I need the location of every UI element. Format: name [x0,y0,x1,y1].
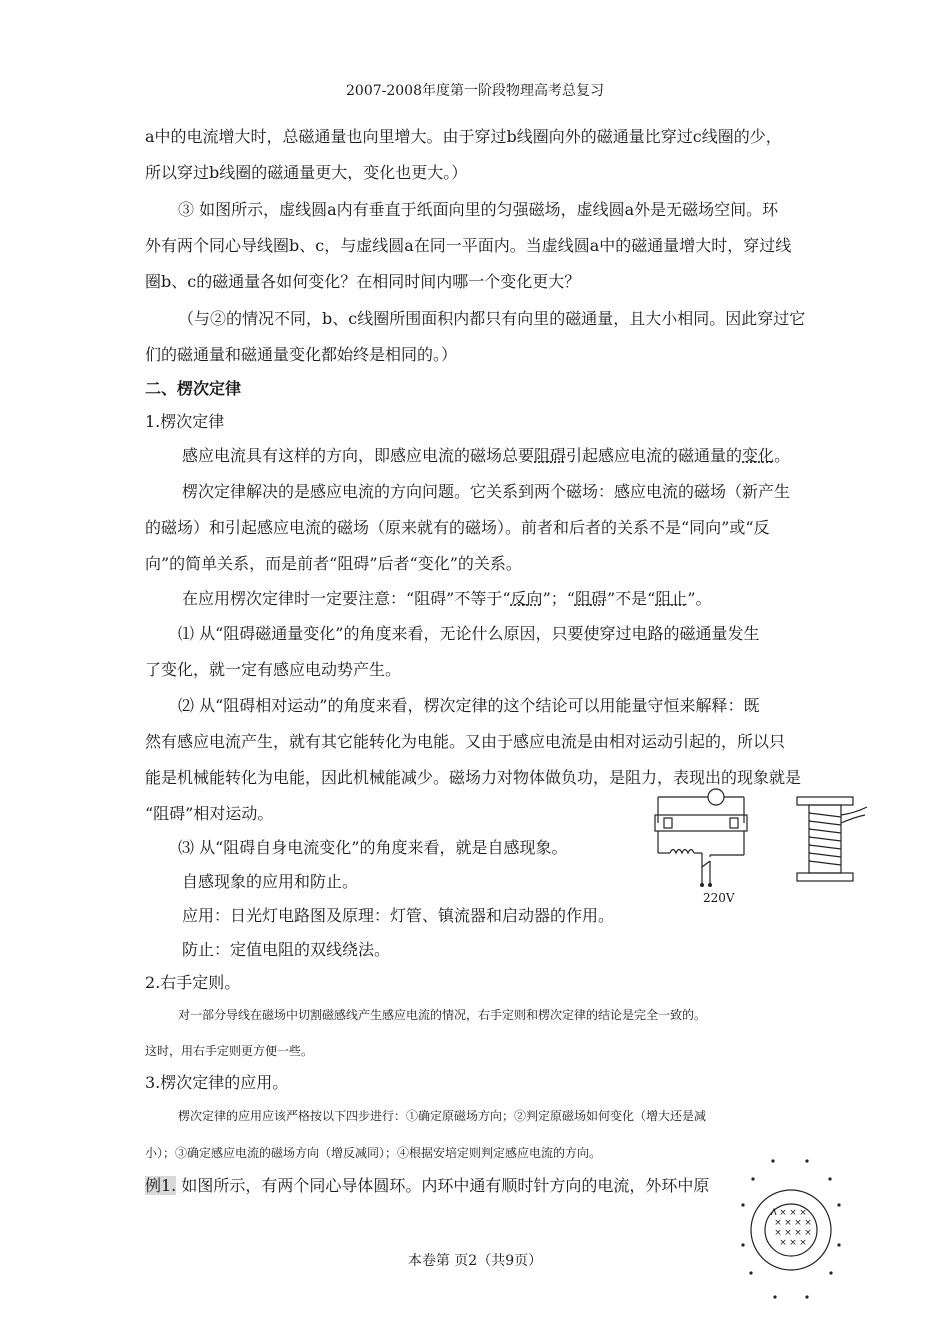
svg-text:×: × [794,1218,802,1228]
note-mid: ”；“ [542,589,575,608]
keyword-change: 变化 [742,446,775,465]
text-line: ⑴ 从“阻碍磁通量变化”的角度来看，无论什么原因，只要使穿过电路的磁通量发生 [178,624,760,643]
text-line: 楞次定律的应用应该严格按以下四步进行：①确定原磁场方向；②判定原磁场如何变化（增大还是减 [178,1109,707,1123]
svg-text:×: × [799,1238,807,1248]
text-line: 这时，用右手定则更方便一些。 [145,1044,314,1058]
text-line: ⑵ 从“阻碍相对运动”的角度来看，楞次定律的这个结论可以用能量守恒来解释：既 [178,696,760,715]
keyword-hinder: 阻碍 [534,446,567,465]
keyword-reverse: 反向 [510,589,543,608]
concentric-rings-diagram [735,1155,845,1305]
note-mid2: ”不是“ [606,589,656,608]
text-line: “阻碍”相对运动。 [145,804,274,823]
svg-text:×: × [789,1208,797,1218]
subsection-title: 2.右手定则。 [145,973,241,992]
example-text: 如图所示，有两个同心导体圆环。内环中通有顺时针方向的电流，外环中原 [176,1176,710,1195]
definition-mid: 引起感应电流的磁通量的 [566,446,743,465]
keyword-hinder-2: 阻碍 [574,589,607,608]
text-line: 向”的简单关系，而是前者“阻碍”后者“变化”的关系。 [145,554,522,573]
text-line: 们的磁通量和磁通量变化都始终是相同的。） [145,345,458,364]
text-line: 外有两个同心导线圈b、c，与虚线圆a在同一平面内。当虚线圆a中的磁通量增大时，穿过线 [145,236,792,255]
svg-text:×: × [779,1208,787,1218]
section-title: 二、楞次定律 [145,379,242,398]
text-line: 然有感应电流产生，就有其它能转化为电能。又由于感应电流是由相对运动引起的，所以只 [145,732,786,751]
page-footer: 本卷第 页2（共9页） [407,1253,543,1269]
svg-text:×: × [779,1238,787,1248]
fluorescent-lamp-circuit-diagram [650,785,750,905]
text-line: ③ 如图所示，虚线圆a内有垂直于纸面向里的匀强磁场，虚线圆a外是无磁场空间。环 [178,200,779,219]
subsection-title: 3.楞次定律的应用。 [145,1073,289,1092]
text-line: 对一部分导线在磁场中切割磁感线产生感应电流的情况，右手定则和楞次定律的结论是完全一致的。 [178,1008,707,1022]
text-line: 所以穿过b线圈的磁通量更大，变化也更大。） [145,163,468,182]
text-line: a中的电流增大时，总磁通量也向里增大。由于穿过b线圈向外的磁通量比穿过c线圈的少， [145,127,782,146]
note-end: ”。 [687,589,712,608]
example-line [145,1176,709,1196]
text-line: ⑶ 从“阻碍自身电流变化”的角度来看，就是自感现象。 [178,838,568,857]
svg-text:×: × [784,1218,792,1228]
svg-text:×: × [789,1238,797,1248]
text-line: 圈b、c的磁通量各如何变化？在相同时间内哪一个变化更大？ [145,272,581,291]
svg-text:×: × [794,1228,802,1238]
svg-text:×: × [784,1228,792,1238]
keyword-stop: 阻止 [655,589,688,608]
svg-text:×: × [804,1218,812,1228]
text-line: 能是机械能转化为电能，因此机械能减少。磁场力对物体做负功，是阻力，表现出的现象就是 [145,768,802,787]
voltage-label: 220V [703,891,735,905]
text-line: 防止：定值电阻的双线绕法。 [182,940,391,959]
bifilar-coil-diagram [795,795,870,885]
definition-end: 。 [774,446,791,465]
text-line: （与②的情况不同，b、c线圈所围面积内都只有向里的磁通量，且大小相同。因此穿过它 [178,309,806,328]
text-line: 应用：日光灯电路图及原理：灯管、镇流器和启动器的作用。 [182,906,615,925]
svg-text:×: × [774,1228,782,1238]
text-line: 楞次定律解决的是感应电流的方向问题。它关系到两个磁场：感应电流的磁场（新产生 [182,482,791,501]
note-line [182,589,712,609]
svg-text:×: × [774,1218,782,1228]
note-pre: 在应用楞次定律时一定要注意：“阻碍”不等于“ [182,589,511,608]
subsection-title: 1.楞次定律 [145,412,225,431]
text-line: 自感现象的应用和防止。 [182,872,359,891]
page-header: 2007-2008年度第一阶段物理高考总复习 [346,83,604,99]
definition-pre: 感应电流具有这样的方向，即感应电流的磁场总要 [182,446,535,465]
text-line: 的磁场）和引起感应电流的磁场（原来就有的磁场）。前者和后者的关系不是“同向”或“反 [145,518,770,537]
definition-line [182,446,790,466]
svg-text:×: × [804,1228,812,1238]
svg-text:×: × [799,1208,807,1218]
example-label: 例1. [145,1176,177,1195]
text-line: 小）；③确定感应电流的磁场方向（增反减同）；④根据安培定则判定感应电流的方向。 [145,1146,602,1160]
text-line: 了变化，就一定有感应电动势产生。 [145,660,402,679]
